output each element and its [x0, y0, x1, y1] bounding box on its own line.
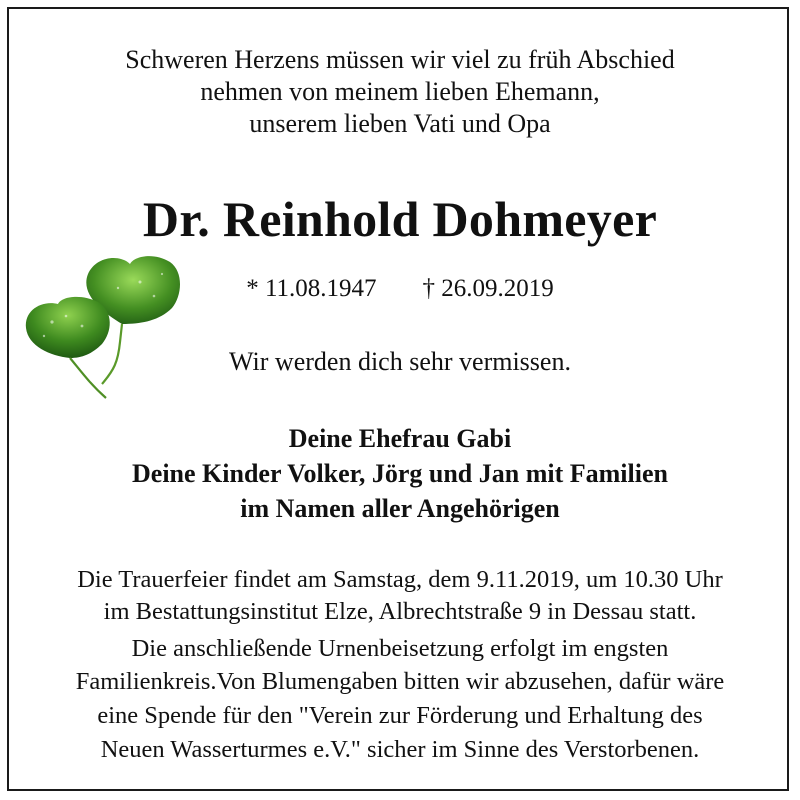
- mourner-line-1: Deine Ehefrau Gabi: [288, 424, 512, 453]
- intro-line-3: unserem lieben Vati und Opa: [249, 109, 551, 138]
- funeral-info-line-4: Familienkreis.Von Blumengaben bitten wir abzusehen, dafür wäre: [75, 668, 725, 695]
- funeral-info-line-2: im Bestattungsinstitut Elze, Albrechtstraße 9 in Dessau statt.: [103, 598, 697, 625]
- birth-date: * 11.08.1947: [246, 275, 377, 302]
- deceased-name: Dr. Reinhold Dohmeyer: [142, 191, 658, 247]
- funeral-info-line-3: Die anschließende Urnenbeisetzung erfolgt im engsten: [131, 635, 669, 662]
- funeral-info-line-1: Die Trauerfeier findet am Samstag, dem 9.11.2019, um 10.30 Uhr: [77, 566, 723, 593]
- mourner-line-2: Deine Kinder Volker, Jörg und Jan mit Familien: [132, 459, 668, 488]
- funeral-info-line-6: Neuen Wasserturmes e.V." sicher im Sinne des Verstorbenen.: [100, 736, 700, 763]
- farewell-text: Wir werden dich sehr vermissen.: [229, 347, 571, 376]
- intro-line-1: Schweren Herzens müssen wir viel zu früh Abschied: [125, 45, 675, 74]
- ginkgo-leaves-icon: [22, 252, 192, 402]
- mourner-line-3: im Namen aller Angehörigen: [240, 494, 560, 523]
- death-date: † 26.09.2019: [422, 275, 554, 302]
- intro-line-2: nehmen von meinem lieben Ehemann,: [200, 77, 600, 106]
- funeral-info-line-5: eine Spende für den "Verein zur Förderung und Erhaltung des: [97, 702, 703, 729]
